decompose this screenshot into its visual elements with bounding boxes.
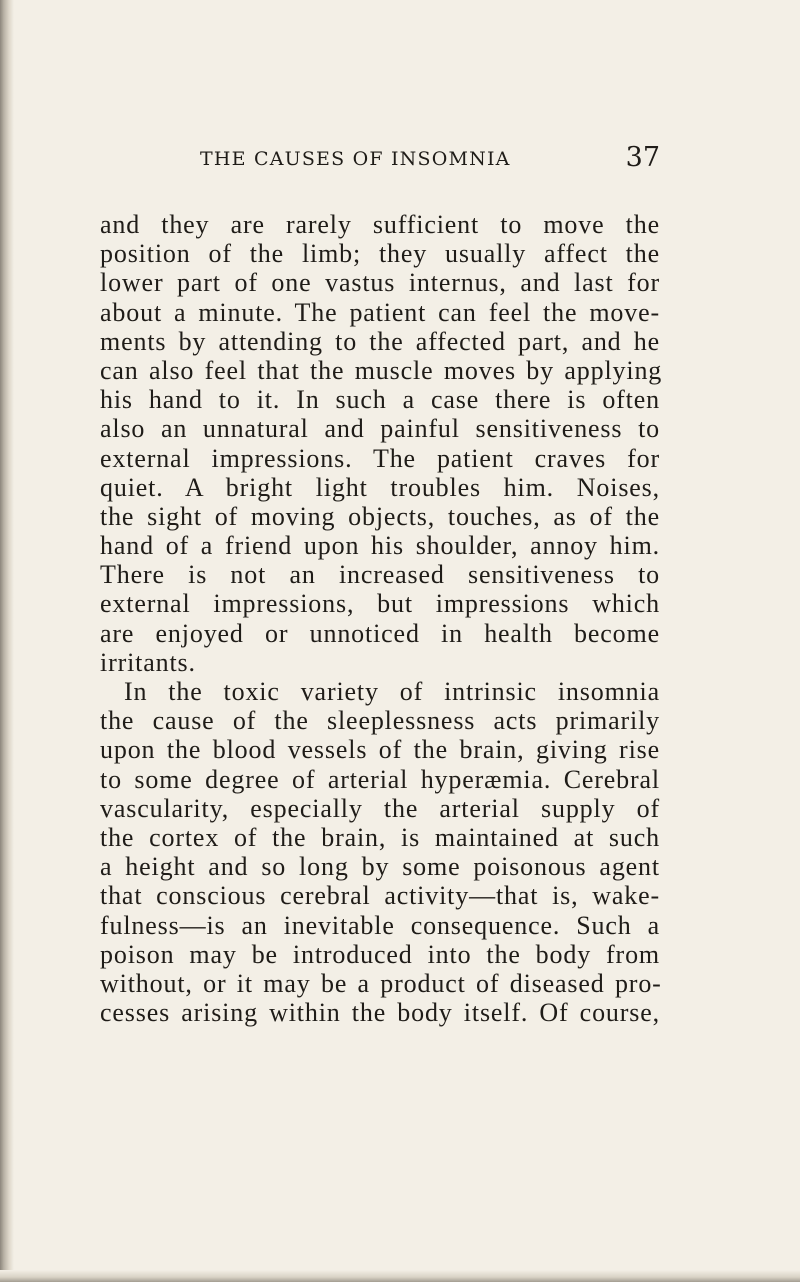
scan-page-edge xyxy=(0,0,14,1282)
paragraph xyxy=(100,210,663,677)
text-line: his hand to it. In such a case there is often xyxy=(100,385,660,415)
paragraph xyxy=(100,677,660,1027)
text-line: irritants. xyxy=(100,647,196,677)
text-line: hand of a friend upon his shoulder, annoy him. xyxy=(100,531,660,561)
text-line: poison may be introduced into the body from xyxy=(100,939,660,969)
page-number: 37 xyxy=(625,142,660,173)
page-body xyxy=(100,210,663,1028)
scan-bottom-edge xyxy=(0,1270,800,1282)
running-head xyxy=(120,144,660,184)
text-line: that conscious cerebral activity—that is, wake- xyxy=(100,881,660,911)
text-line: There is not an increased sensitiveness to xyxy=(100,560,660,590)
text-line: a height and so long by some poisonous agent xyxy=(100,852,660,882)
text-line: cesses arising within the body itself. Of course, xyxy=(100,998,660,1028)
text-line: to some degree of arterial hyperæmia. Cerebral xyxy=(100,764,660,794)
running-title: THE CAUSES OF INSOMNIA xyxy=(200,148,511,170)
text-line: also an unnatural and painful sensitiveness to xyxy=(100,414,660,444)
text-line: position of the limb; they usually affect the xyxy=(100,239,660,269)
text-line: can also feel that the muscle moves by applying xyxy=(100,355,663,385)
text-line: are enjoyed or unnoticed in health become xyxy=(100,618,660,648)
text-line: about a minute. The patient can feel the move- xyxy=(100,297,660,327)
text-line: the sight of moving objects, touches, as of the xyxy=(100,501,660,531)
text-line: ments by attending to the affected part, and he xyxy=(100,326,660,356)
text-line: upon the blood vessels of the brain, giving rise xyxy=(100,735,660,765)
text-line: and they are rarely sufficient to move the xyxy=(100,210,660,239)
text-line: lower part of one vastus internus, and last for xyxy=(100,268,660,298)
text-line: the cause of the sleeplessness acts primarily xyxy=(100,706,660,736)
text-line: external impressions. The patient craves for xyxy=(100,443,660,473)
text-line: external impressions, but impressions which xyxy=(100,589,660,619)
text-line: without, or it may be a product of diseased pro- xyxy=(100,968,662,998)
text-line: vascularity, especially the arterial supply of xyxy=(100,793,660,823)
text-line: quiet. A bright light troubles him. Noises, xyxy=(100,472,660,502)
text-line: fulness—is an inevitable consequence. Such a xyxy=(100,910,660,940)
text-line: In the toxic variety of intrinsic insomnia xyxy=(124,677,660,706)
text-line: the cortex of the brain, is maintained at such xyxy=(100,822,660,852)
